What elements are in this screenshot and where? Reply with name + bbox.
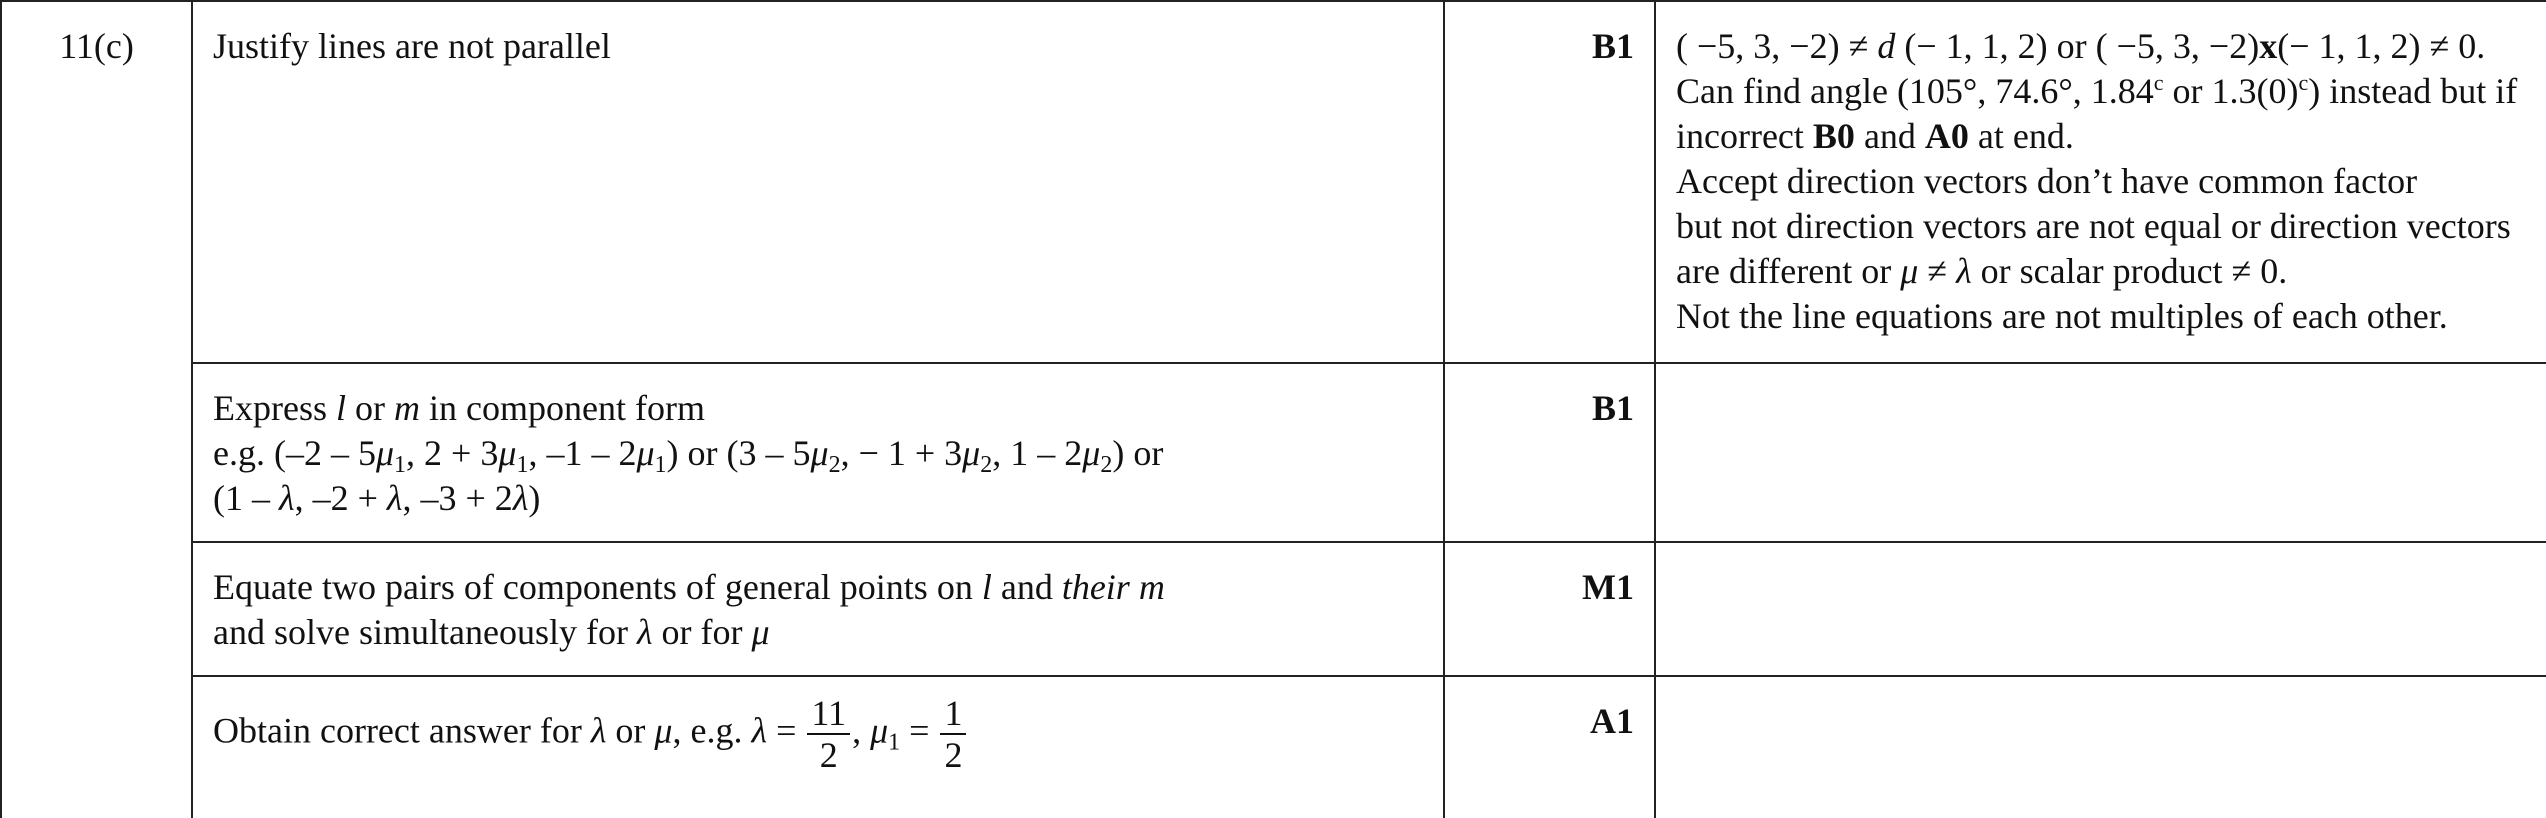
question-number: 11(c): [59, 26, 134, 66]
answer-text: , 1 – 2: [992, 433, 1083, 473]
guidance-text: (− 1, 1, 2) ≠ 0.: [2277, 26, 2486, 66]
guidance-text: ( −5, 3, −2) ≠: [1676, 26, 1878, 66]
answer-text: ) or (3 – 5: [666, 433, 811, 473]
mark-cell: [1444, 676, 1655, 818]
answer-italic: their m: [1061, 567, 1165, 607]
guidance-text: or 1.3(0): [2163, 71, 2299, 111]
table-row: [1, 676, 2546, 818]
guidance-text: ) instead but if: [2308, 71, 2518, 111]
table-row: [1, 363, 2546, 542]
answer-text: , − 1 + 3: [840, 433, 963, 473]
mark-cell: [1444, 542, 1655, 676]
answer-cell: [192, 676, 1444, 818]
answer-subscript: 2: [828, 452, 841, 478]
answer-text: Obtain correct answer for: [213, 710, 591, 751]
guidance-bold: x: [2259, 26, 2278, 66]
answer-italic: μ: [636, 433, 655, 473]
answer-line: [213, 565, 1425, 610]
answer-italic: λ: [279, 478, 295, 518]
guidance-text: incorrect: [1676, 116, 1813, 156]
answer-italic: l: [335, 388, 346, 428]
answer-text: (1 –: [213, 478, 279, 518]
answer-text: ,: [852, 710, 871, 751]
answer-text: , 2 + 3: [406, 433, 499, 473]
answer-text: ) or: [1112, 433, 1164, 473]
answer-text: , e.g.: [672, 710, 752, 751]
answer-italic: λ: [386, 478, 403, 518]
guidance-line: Accept direction vectors don’t have common factor: [1676, 161, 2418, 201]
guidance-text: ≠: [1918, 251, 1957, 291]
answer-italic: μ: [810, 433, 829, 473]
answer-text: Justify lines are not parallel: [213, 26, 611, 66]
answer-italic: λ: [751, 710, 768, 751]
answer-italic: μ: [1082, 433, 1101, 473]
guidance-line: Not the line equations are not multiples of each other.: [1676, 296, 2448, 336]
mark-cell: [1444, 363, 1655, 542]
answer-italic: μ: [375, 433, 395, 473]
guidance-text: Can find angle (105°, 74.6°, 1.84: [1676, 71, 2154, 111]
table-row: [1, 1, 2546, 363]
answer-text: and: [991, 567, 1062, 607]
fraction-numerator: 1: [940, 693, 966, 735]
answer-line: [213, 386, 1425, 431]
guidance-italic: d: [1877, 26, 1896, 66]
guidance-cell: [1655, 1, 2546, 363]
guidance-superscript: c: [2298, 70, 2309, 95]
guidance-bold: A0: [1924, 116, 1969, 156]
answer-italic: μ: [498, 433, 517, 473]
answer-text: Express: [213, 388, 336, 428]
answer-italic: μ: [962, 433, 981, 473]
answer-subscript: 1: [516, 452, 529, 478]
answer-italic: λ: [512, 478, 529, 518]
answer-text: =: [900, 710, 939, 751]
guidance-cell: [1655, 363, 2546, 542]
answer-line: [213, 476, 1425, 521]
answer-text: ): [528, 478, 541, 518]
answer-italic: λ: [636, 612, 653, 652]
guidance-line: but not direction vectors are not equal or direction vectors: [1676, 206, 2511, 246]
guidance-cell: [1655, 542, 2546, 676]
guidance-text: are different or: [1676, 251, 1901, 291]
guidance-italic: μ: [1900, 251, 1919, 291]
guidance-bold: B0: [1812, 116, 1855, 156]
answer-italic: μ: [751, 612, 770, 652]
answer-subscript: 1: [394, 452, 407, 478]
mark-code: A1: [1590, 701, 1634, 741]
answer-cell: [192, 542, 1444, 676]
answer-italic: λ: [590, 710, 607, 751]
guidance-text: (− 1, 1, 2) or ( −5, 3, −2): [1895, 26, 2260, 66]
fraction-denominator: 2: [944, 735, 963, 775]
answer-italic: μ: [654, 710, 673, 751]
answer-subscript: 2: [980, 452, 993, 478]
answer-text: in component form: [420, 388, 705, 428]
answer-cell: [192, 1, 1444, 363]
answer-text: or: [606, 710, 655, 751]
answer-text: e.g. (–2 – 5: [213, 433, 376, 473]
answer-text: or for: [652, 612, 752, 652]
answer-line: [213, 693, 1425, 775]
fraction: [940, 693, 966, 775]
answer-subscript: 1: [654, 452, 667, 478]
guidance-line: [1676, 24, 2546, 69]
guidance-text: or scalar product ≠ 0.: [1971, 251, 2288, 291]
answer-subscript: 2: [1100, 452, 1113, 478]
mark-code: B1: [1591, 26, 1634, 66]
answer-text: Equate two pairs of components of general points on: [213, 567, 982, 607]
fraction: [807, 693, 850, 775]
mark-cell: [1444, 1, 1655, 363]
answer-line: [213, 431, 1425, 476]
answer-text: , –3 + 2: [402, 478, 513, 518]
answer-italic: m: [394, 388, 420, 428]
answer-text: , –1 – 2: [528, 433, 637, 473]
mark-code: M1: [1582, 567, 1634, 607]
answer-line: [213, 610, 1425, 655]
answer-cell: [192, 363, 1444, 542]
answer-text: or: [346, 388, 394, 428]
guidance-text: and: [1854, 116, 1925, 156]
guidance-italic: λ: [1956, 251, 1972, 291]
answer-subscript: 1: [888, 729, 901, 756]
fraction-denominator: 2: [819, 735, 838, 775]
answer-text: =: [767, 710, 806, 751]
answer-text: , –2 +: [294, 478, 387, 518]
answer-italic: l: [981, 567, 992, 607]
guidance-superscript: c: [2153, 70, 2164, 95]
answer-text: and solve simultaneously for: [213, 612, 637, 652]
guidance-text: at end.: [1968, 116, 2074, 156]
fraction-numerator: 11: [807, 693, 850, 735]
guidance-line: [1676, 114, 2546, 159]
guidance-line: [1676, 249, 2546, 294]
mark-code: B1: [1591, 388, 1634, 428]
answer-italic: μ: [870, 710, 889, 751]
guidance-cell: [1655, 676, 2546, 818]
table-row: [1, 542, 2546, 676]
guidance-line: [1676, 69, 2546, 114]
question-number-cell: [1, 1, 192, 818]
